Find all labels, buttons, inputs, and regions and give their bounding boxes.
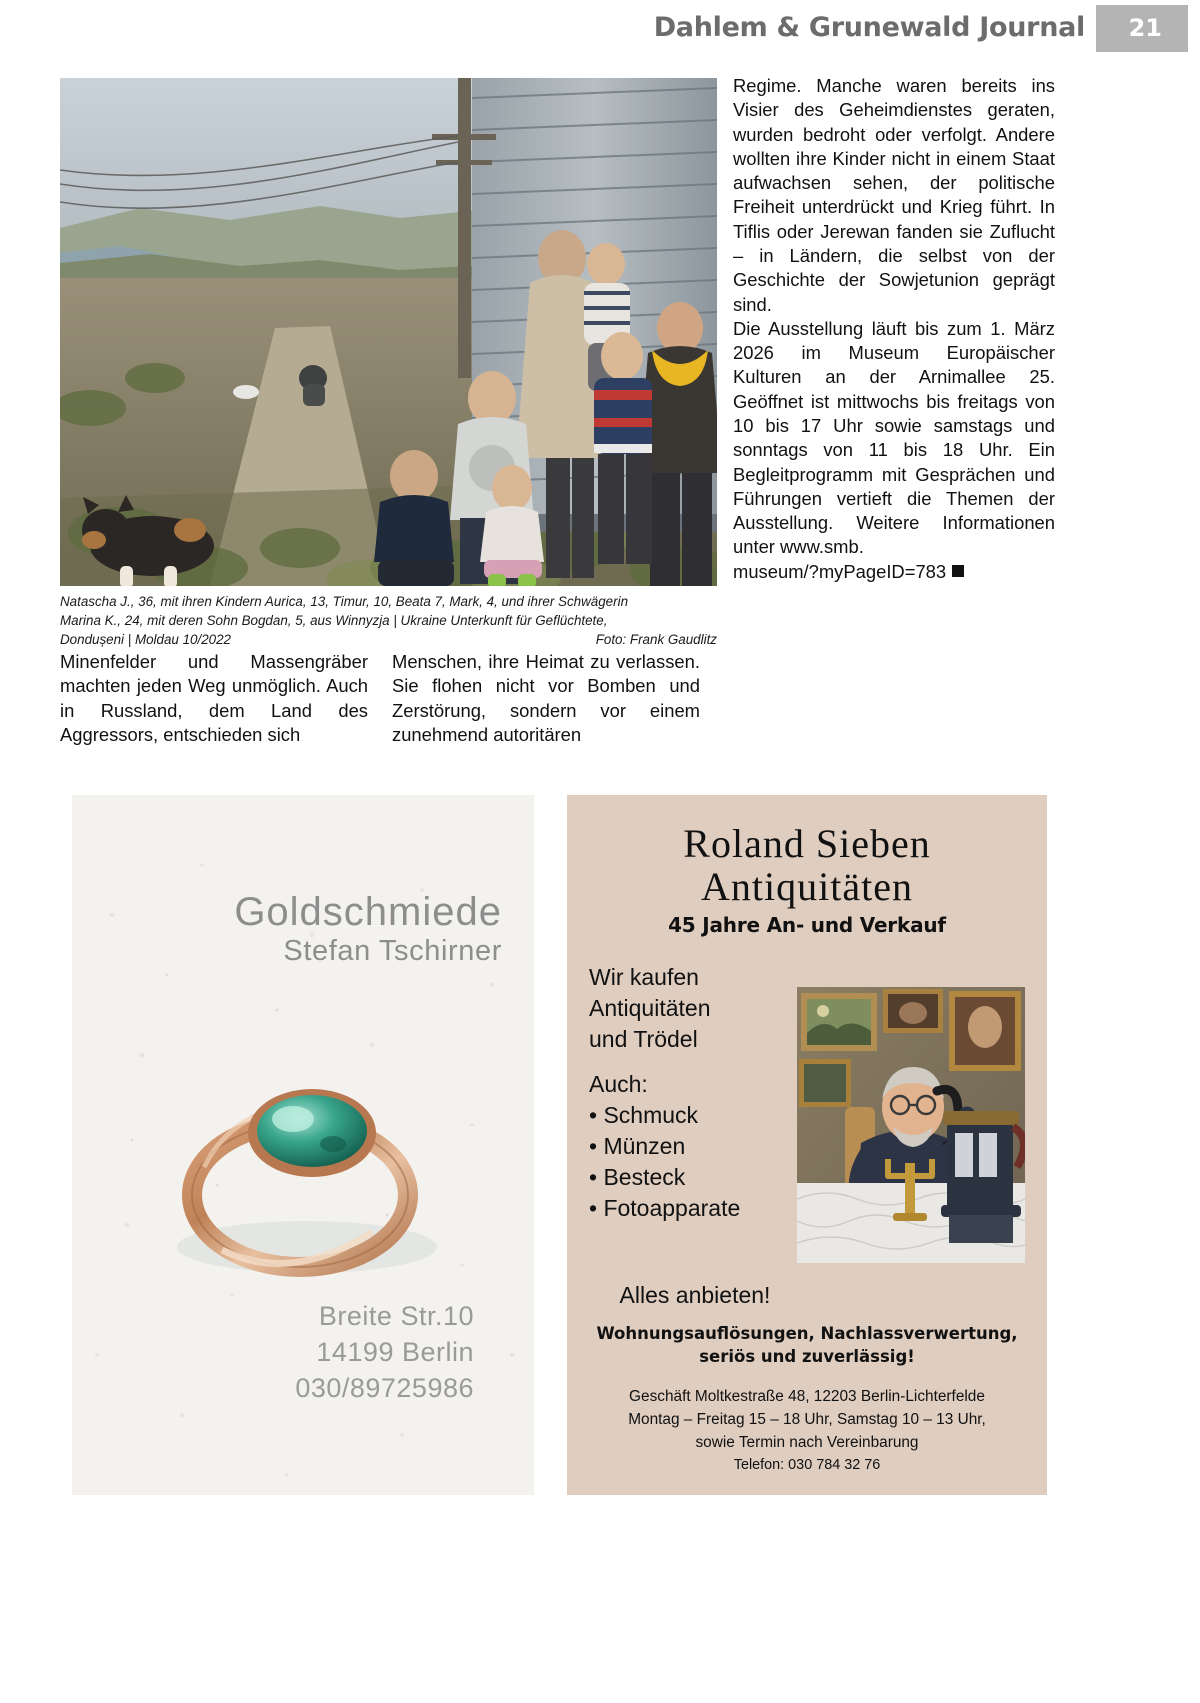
list-item: • Fotoapparate — [589, 1195, 741, 1222]
publication-title: Dahlem & Grunewald Journal — [653, 12, 1085, 43]
roland-title-line-1: Roland Sieben — [683, 821, 931, 866]
end-mark-icon — [952, 565, 964, 577]
page-header — [0, 0, 1200, 56]
photo-credit: Foto: Frank Gaudlitz — [595, 632, 717, 648]
roland-title — [567, 822, 1047, 908]
roland-also-label: Auch: — [589, 1071, 648, 1098]
roland-telephone[interactable]: Telefon: 030 784 32 76 — [733, 1457, 881, 1473]
caption-line-1: Natascha J., 36, mit ihren Kindern Aurica, 13, Timur, 10, Beata 7, Mark, 4, und ihrer Schwägerin — [60, 594, 629, 609]
advertisement-goldsmith[interactable] — [72, 795, 534, 1495]
article-url-line — [733, 560, 1055, 584]
caption-line-2: Marina K., 24, mit deren Sohn Bogdan, 5, aus Winnyzja | Ukraine Unterkunft für Geflüchtete, — [60, 613, 608, 629]
article-column-middle — [392, 650, 700, 747]
goldsmith-title: Goldschmiede — [234, 890, 502, 934]
list-item: • Schmuck — [589, 1102, 699, 1129]
roland-appointment-note: sowie Termin nach Vereinbarung — [695, 1434, 919, 1452]
article-text-right-p2: Die Ausstellung läuft bis zum 1. März 2026 im Museum Europäischer Kulturen an der Arnimallee 25. Geöffnet ist mittwochs bis freitags von 10 bis 17 Uhr sowie samstags und sonntags von 11 bis 18 Uhr. Ein Begleitprogramm mit Gesprächen und Führungen vertieft die Themen der Ausstellung. Weitere Informationen unter www.smb. — [733, 317, 1055, 558]
photo-caption — [60, 592, 717, 649]
goldsmith-street: Breite Str.10 — [318, 1301, 474, 1332]
roland-contact-details — [581, 1385, 1033, 1454]
distant-figure — [299, 365, 327, 406]
advertisement-roland-sieben[interactable] — [567, 795, 1047, 1495]
roland-buy-line-1: Wir kaufen — [589, 964, 699, 990]
page-number: 21 — [1128, 14, 1162, 42]
article-photo — [60, 78, 717, 586]
roland-opening-hours: Montag – Freitag 15 – 18 Uhr, Samstag 10 – 13 Uhr, — [628, 1411, 986, 1429]
roland-title-line-2: Antiquitäten — [701, 864, 913, 910]
goldsmith-phone[interactable]: 030/89725986 — [295, 1373, 474, 1404]
article-text-right-p1: Regime. Manche waren bereits ins Visier des Geheimdienstes geraten, wurden bedroht oder verfolgt. Andere wollten ihre Kinder nicht in einem Staat aufwachsen sehen, der politische Freiheit unterdrückt und Krieg führt. In Tiflis oder Jerewan fanden sie Zuflucht – in Ländern, die selbst von der Geschichte der Sowjetunion geprägt sind. — [733, 75, 1055, 315]
roland-buy-line-3: und Trödel — [589, 1026, 698, 1053]
roland-highlight-line-1: Wohnungsauflösungen, Nachlassverwertung, — [596, 1324, 1018, 1343]
iron-press — [941, 1111, 1024, 1243]
roland-offer-all: Alles anbieten! — [619, 1282, 771, 1308]
caption-line-3: Dondușeni | Moldau 10/2022 — [60, 632, 231, 648]
article-text-middle: Menschen, ihre Heimat zu verlassen. Sie flohen nicht vor Bomben und Zerstörung, sondern vor einem zunehmend autoritären — [392, 651, 700, 745]
roland-item-list — [589, 1100, 801, 1224]
roland-buy-line-2: Antiquitäten — [589, 995, 711, 1022]
article-text-left: Minenfelder und Massengräber machten jeden Weg unmöglich. Auch in Russland, dem Land des Aggressors, entschieden sich — [60, 651, 368, 745]
goldsmith-subtitle: Stefan Tschirner — [283, 935, 502, 967]
article-photo-image — [60, 78, 717, 586]
roland-dealer-photo — [797, 987, 1025, 1263]
roland-highlight-line-2: seriös und zuverlässig! — [699, 1346, 915, 1366]
list-item: • Münzen — [589, 1133, 686, 1160]
article-column-right — [733, 74, 1055, 584]
article-url: museum/?myPageID=783 — [733, 560, 947, 582]
goldsmith-city: 14199 Berlin — [316, 1337, 474, 1368]
roland-dealer-photo-image — [797, 987, 1025, 1263]
roland-tagline: 45 Jahre An- und Verkauf — [668, 913, 946, 937]
list-item: • Besteck — [589, 1164, 686, 1191]
roland-services — [589, 962, 801, 1224]
roland-highlight — [581, 1323, 1033, 1369]
roland-shop-address: Geschäft Moltkestraße 48, 12203 Berlin-Lichterfelde — [629, 1388, 985, 1405]
goldsmith-address — [72, 1299, 474, 1407]
article-column-left — [60, 650, 368, 747]
spacer — [589, 1055, 801, 1069]
